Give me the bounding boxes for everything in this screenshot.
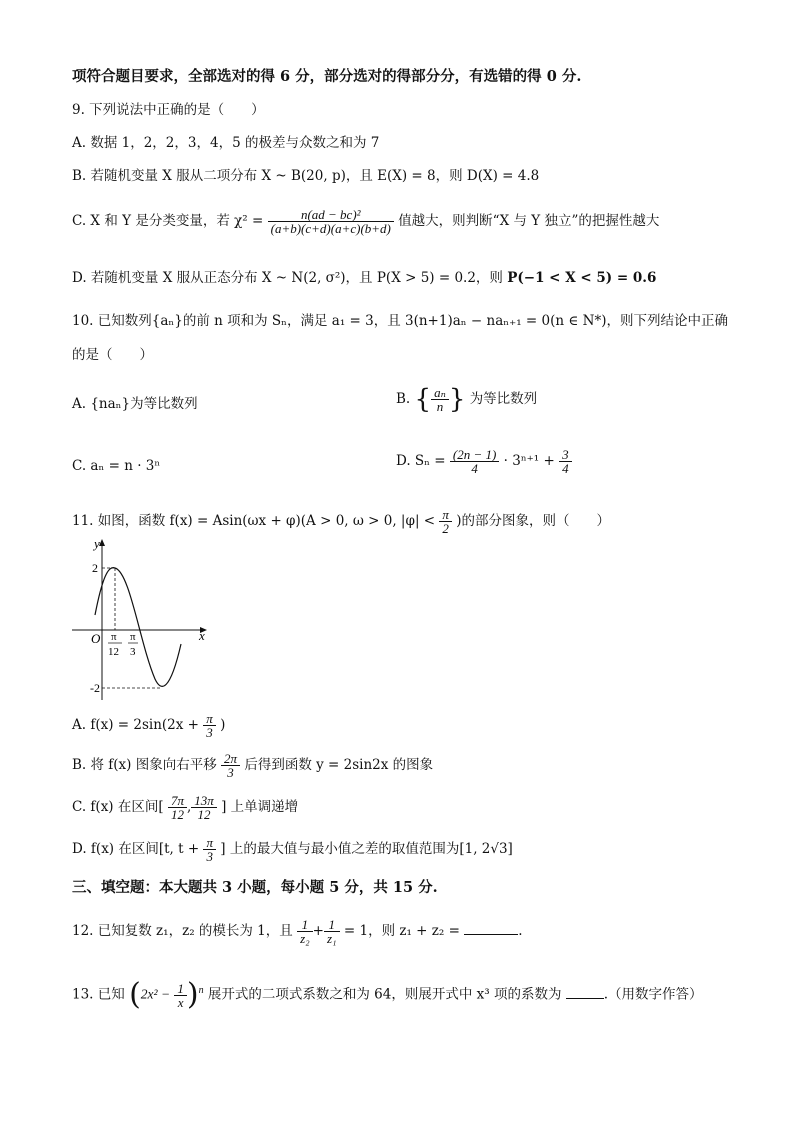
q12-numerator2: 1 [328,917,336,932]
q11-d-numerator: π [206,835,213,850]
tick1-denominator: 12 [108,646,119,658]
q11-c-denominator1: 12 [168,807,187,821]
q13-answer-blank[interactable] [566,998,604,999]
q11-c-numerator2: 13π [194,793,214,808]
sine-curve [95,568,181,687]
q9-c-numerator: n(ad − bc)² [300,207,361,222]
tick2-numerator: π [130,631,136,643]
tick2-denominator: 3 [130,646,136,658]
q9-option-c [72,208,659,235]
q10-stem-line1: 10. 已知数列{aₙ}的前 n 项和为 Sₙ，满足 a₁ = 3，且 3(n+1)aₙ − naₙ₊₁ = 0(n ∈ N*)，则下列结论中正确 [72,313,728,329]
q11-option-d [72,836,513,863]
q10-d-numerator2: 3 [562,447,569,462]
y-max-label: 2 [92,561,98,575]
q10-b-fraction [431,386,449,413]
q9-option-a: A. 数据 1，2，2，3，4，5 的极差与众数之和为 7 [72,135,380,151]
q11-c-denominator2: 12 [191,807,217,821]
q10-d-pre: D. Sₙ = [396,453,446,469]
q11-c-post: ] 上单调递增 [221,799,299,815]
y-min-label: -2 [90,681,100,695]
q11-stem-fraction [439,508,452,535]
q10-b-denominator: n [431,399,449,413]
q13-pre: 13. 已知 [72,986,125,1003]
q13-denominator: x [174,995,187,1009]
q9-c-pre: C. X 和 Y 是分类变量，若 χ² = [72,213,264,229]
q12-end: . [518,923,523,939]
x-axis-label: x [199,628,205,643]
q11-stem-post: )的部分图象，则（ ） [456,513,610,529]
q9-d-bold: P(−1 < X < 5) = 0.6 [507,270,657,286]
q12-post: = 1，则 z₁ + z₂ = [343,923,460,939]
tick1-numerator: π [111,631,117,643]
q11-c-fraction2 [191,794,217,821]
q13-exponent: n [198,985,204,996]
q12 [72,918,523,945]
q12-denominator2: z₁ [324,931,340,945]
q13-paren-a: 2x² − [140,986,171,1002]
origin-label: O [91,631,101,646]
q11-stem-denominator: 2 [439,521,452,535]
sine-graph [70,534,220,704]
q10-d-denominator2: 4 [559,461,572,475]
q10-d-fraction1 [450,448,499,475]
q12-plus: + [312,923,324,939]
q13-end: .（用数字作答） [603,986,703,1003]
q11-d-fraction [203,836,216,863]
q11-d-post: ] 上的最大值与最小值之差的取值范围为[1, 2√3] [220,841,513,857]
q12-denominator1: z₂ [297,931,313,945]
q11-d-denominator: 3 [203,849,216,863]
q11-c-sep: , [186,799,192,815]
q9-c-denominator: (a+b)(c+d)(a+c)(b+d) [268,221,394,235]
q11-b-fraction [221,752,240,779]
q9-option-b: B. 若随机变量 X 服从二项分布 X ~ B(20, p)，且 E(X) = 8，则 D(X) = 4.8 [72,168,540,184]
q10-d-fraction2 [559,448,572,475]
q12-numerator1: 1 [301,917,309,932]
q11-a-pre: A. f(x) = 2sin(2x + [72,717,199,733]
q10-b-pre: B. [396,391,411,407]
q10-stem-line2: 的是（ ） [72,347,153,363]
q11-b-denominator: 3 [221,765,240,779]
q13-numerator: 1 [177,980,184,996]
q13-post: 展开式的二项式系数之和为 64，则展开式中 x³ 项的系数为 [207,986,562,1003]
q9-stem: 9. 下列说法中正确的是（ ） [72,102,265,118]
q9-c-fraction [268,208,394,235]
q11-option-a [72,712,225,739]
q11-stem-numerator: π [442,507,449,522]
q11-option-c [72,794,298,821]
q12-fraction2 [324,918,340,945]
q12-fraction1 [297,918,313,945]
q13: 13. 已知 (2x² − $\frac{1}{x}$ )$^n$ 展开式的二项式系数之和为 64，则展开式中 x³ 项的系数为 .（用数字作答） [72,977,703,1012]
q10-b-numerator: aₙ [434,385,446,400]
q11-a-fraction [203,712,216,739]
q11-a-numerator: π [206,711,213,726]
q9-c-post: 值越大，则判断“X 与 Y 独立”的把握性越大 [398,213,660,229]
q10-d-mid: · 3ⁿ⁺¹ + [503,453,555,469]
q12-answer-blank[interactable] [464,934,518,935]
q9-d-pre: D. 若随机变量 X 服从正态分布 X ~ N(2, σ²)，且 P(X > 5) = 0.2，则 [72,270,503,286]
q11-b-post: 后得到函数 y = 2sin2x 的图象 [244,757,434,773]
q11-b-numerator: 2π [224,751,238,766]
y-axis-label: y [94,536,100,551]
q13-fraction [174,982,187,1009]
q11-c-numerator1: 7π [170,793,184,808]
q10-option-d [396,448,572,475]
q11-a-post: ) [220,717,226,733]
q11-a-denominator: 3 [203,725,216,739]
section-3-heading: 三、填空题：本大题共 3 小题，每小题 5 分，共 15 分. [72,879,438,896]
q11-d-pre: D. f(x) 在区间[t, t + [72,841,200,857]
q11-c-pre: C. f(x) 在区间[ [72,799,164,815]
q11-stem-pre: 11. 如图，函数 f(x) = Asin(ωx + φ)(A > 0, ω > 0, |φ| < [72,513,436,529]
section-heading-tail: 项符合题目要求，全部选对的得 6 分，部分选对的得部分分，有选错的得 0 分. [72,68,582,85]
q11-option-b [72,752,433,779]
q11-stem [72,508,610,535]
q10-option-b: B. { $\frac{\text{aₙ}}{n}$ } 为等比数列 [396,384,538,415]
q10-option-c: C. aₙ = n · 3ⁿ [72,458,161,474]
q12-pre: 12. 已知复数 z₁，z₂ 的模长为 1，且 [72,923,293,939]
q11-b-pre: B. 将 f(x) 图象向右平移 [72,757,217,773]
q10-b-post: 为等比数列 [469,391,538,407]
q10-d-denominator: 4 [450,461,499,475]
q9-option-d [72,272,656,286]
q10-d-numerator: (2n − 1) [452,447,497,462]
q10-option-a: A. {naₙ}为等比数列 [72,396,198,412]
q11-c-fraction1 [168,794,187,821]
